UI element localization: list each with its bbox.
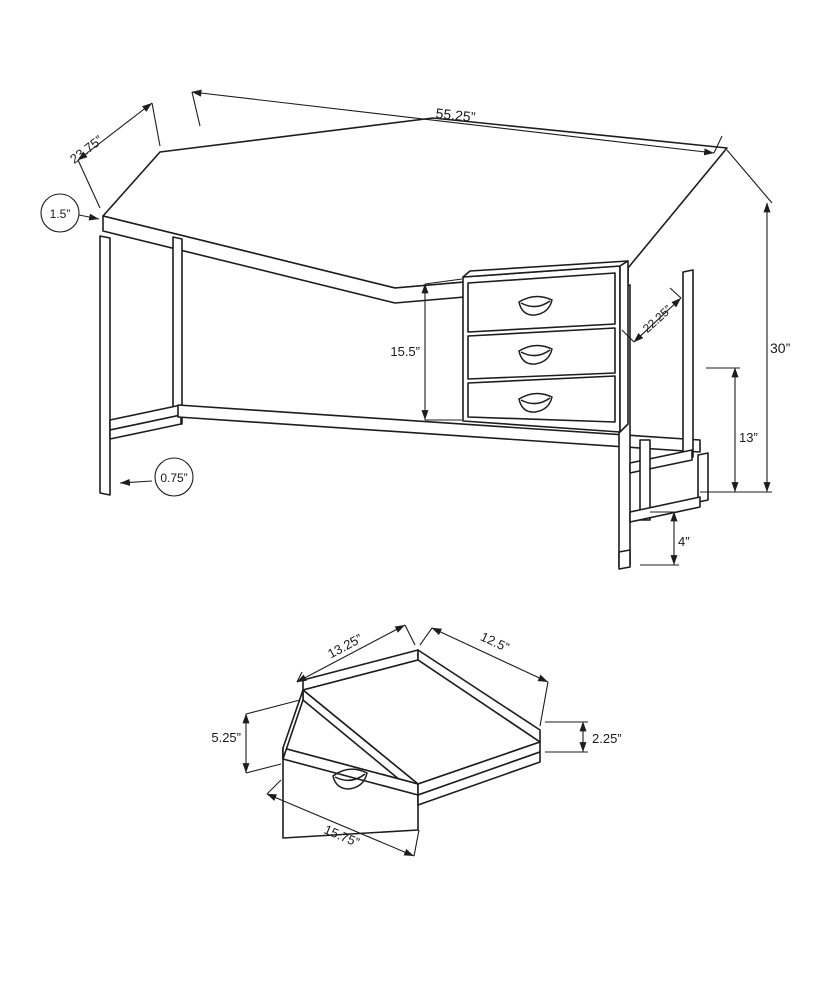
dim-label-total-height: 30” <box>770 340 791 356</box>
dim-label-bottom-thickness: 2.25” <box>592 731 622 746</box>
dim-label-drawer-bank-depth: 22.25” <box>639 302 675 336</box>
dim-label-inner-depth: 12.5” <box>478 628 512 655</box>
dim-label-top-thickness: 1.5” <box>49 207 71 221</box>
dim-label-inner-width: 13.25” <box>325 630 365 662</box>
desk-top-panel <box>103 118 727 303</box>
drawer-box <box>283 650 540 838</box>
dim-label-drawer-bank-height: 15.5” <box>390 344 420 359</box>
dim-label-clearance-height: 13” <box>739 430 758 445</box>
dim-label-depth: 23.75” <box>67 132 106 167</box>
dim-label-foot-height: 4” <box>678 534 690 549</box>
dim-label-front-width: 15.75” <box>321 821 362 850</box>
dim-label-width: 55.25” <box>434 104 477 126</box>
dim-label-leg-width: 0.75” <box>160 471 188 485</box>
dim-label-side-height: 5.25” <box>211 730 241 745</box>
